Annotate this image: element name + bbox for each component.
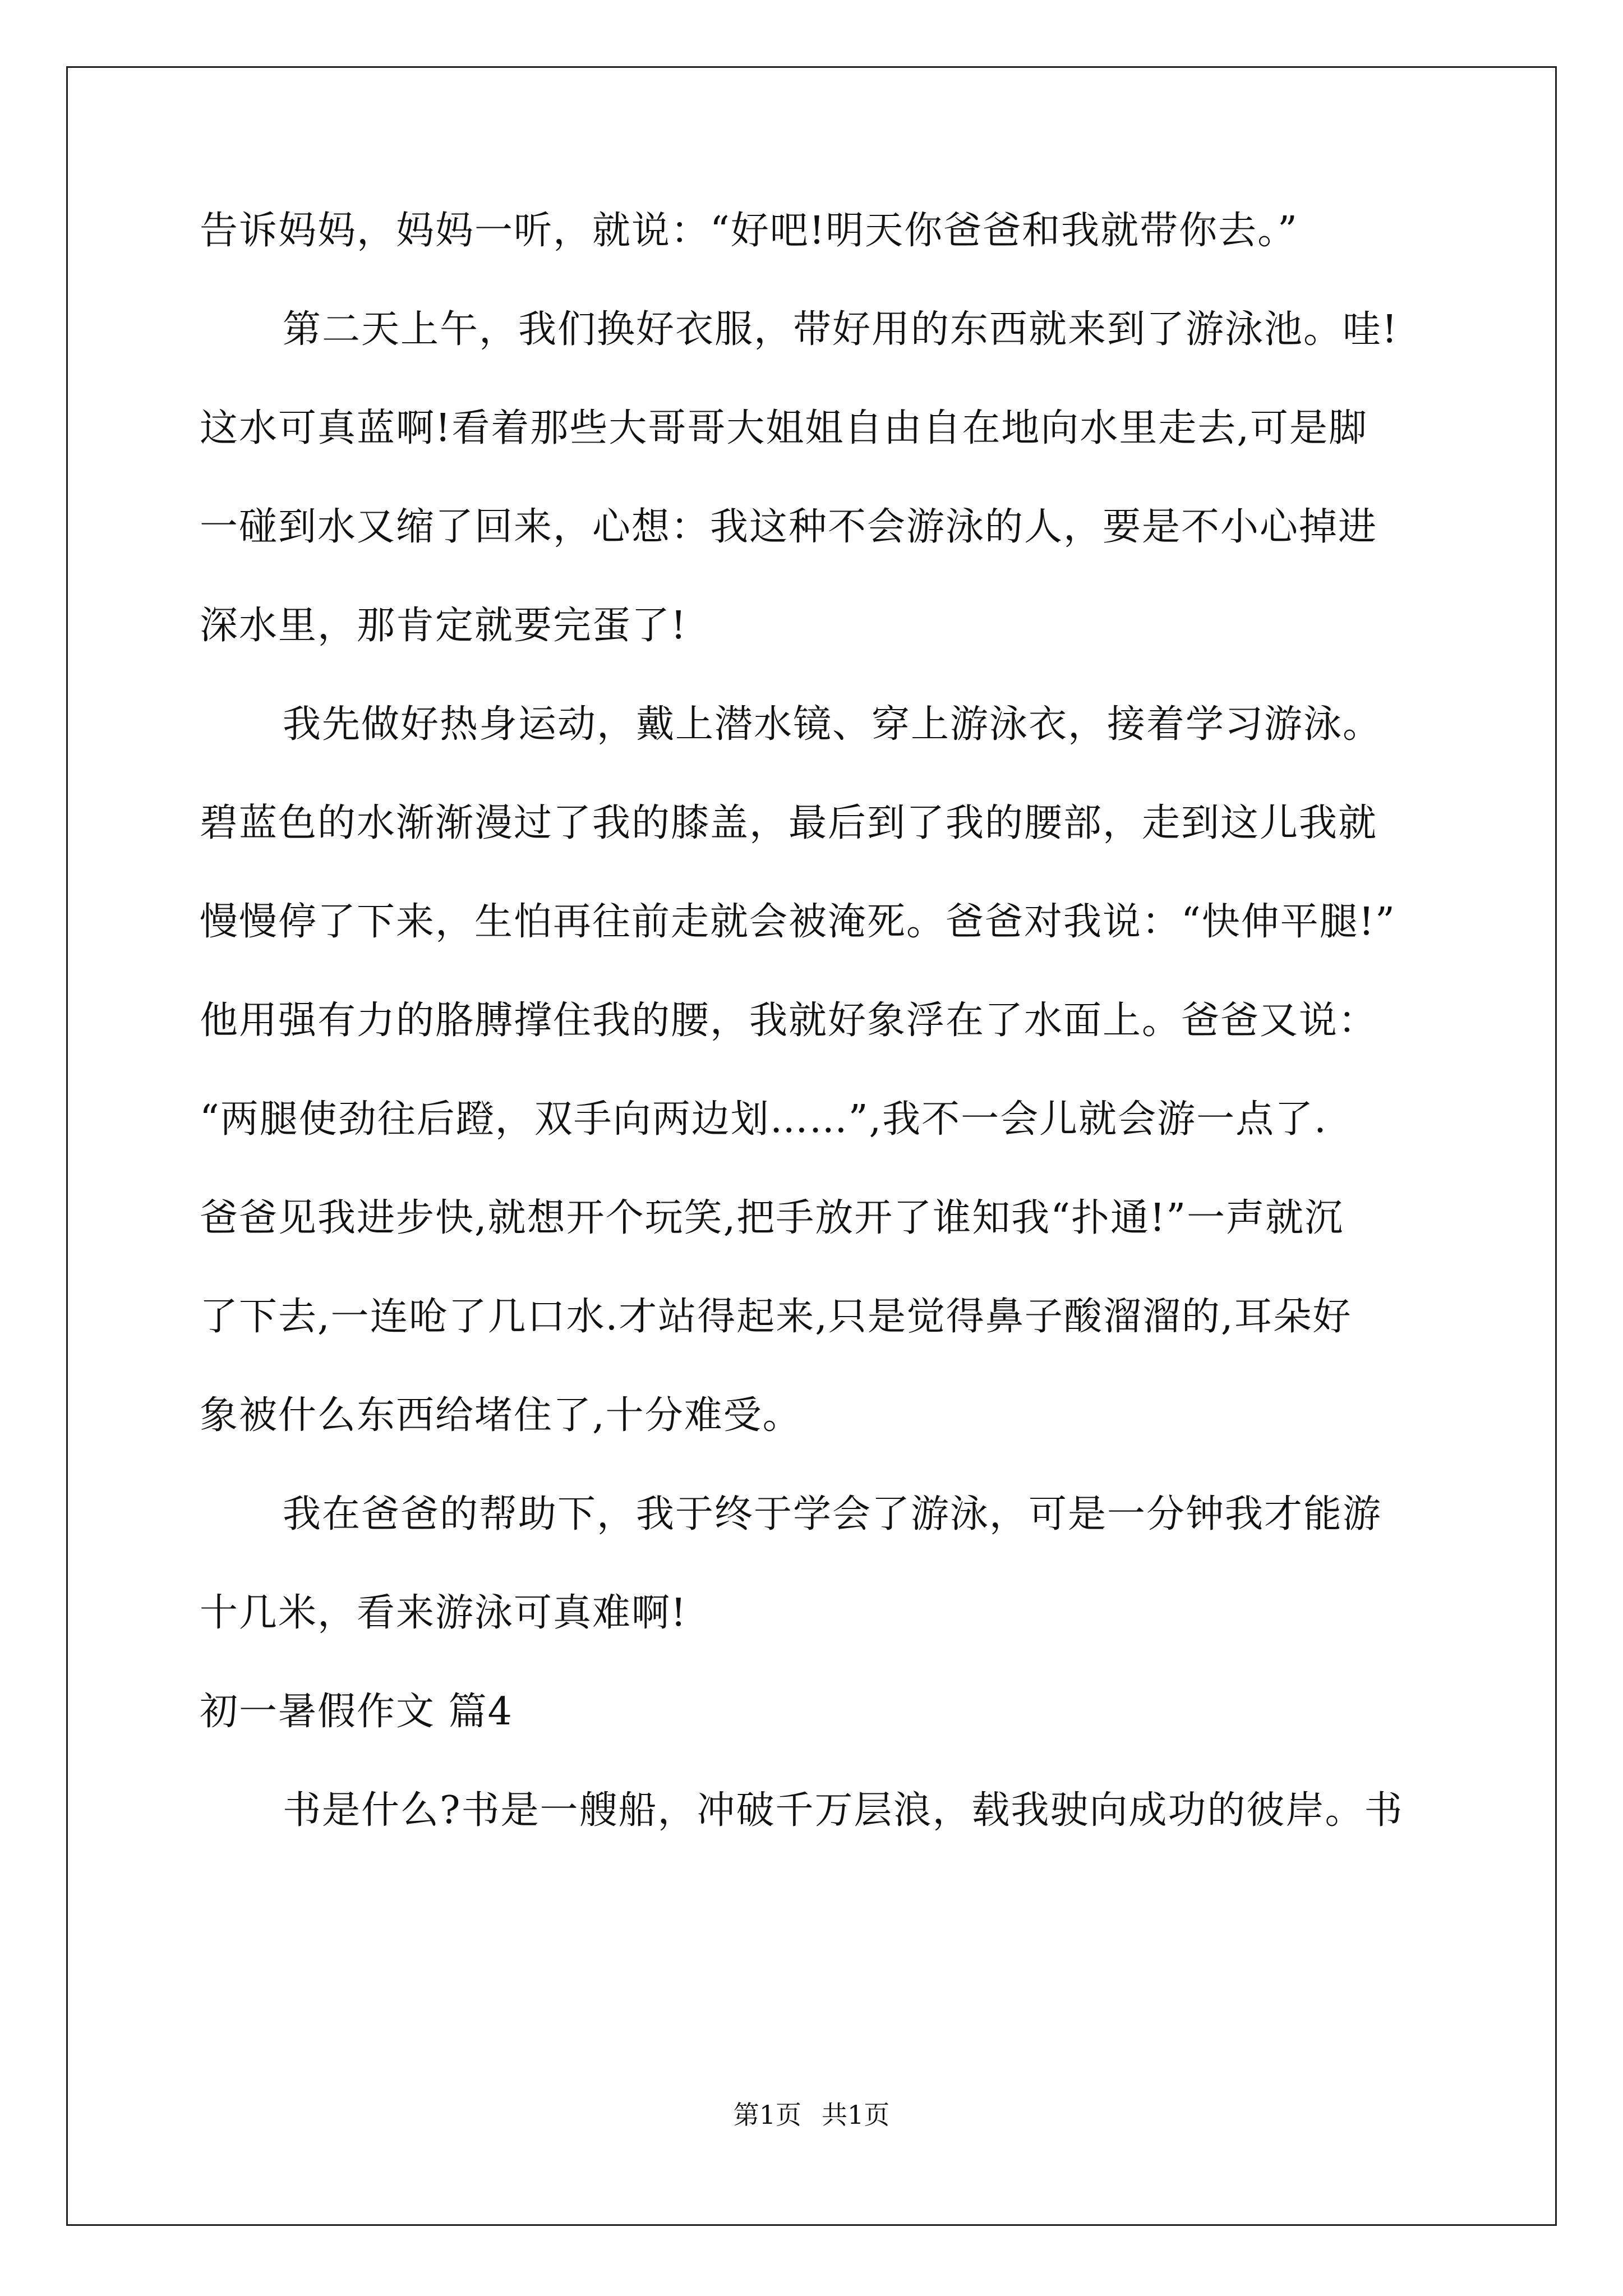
paragraph-line: “两腿使劲往后蹬，双手向两边划……”,我不一会儿就会游一点了. (200, 1097, 1327, 1142)
paragraph-line: 十几米，看来游泳可真难啊! (200, 1591, 688, 1635)
paragraph-line: 碧蓝色的水渐渐漫过了我的膝盖，最后到了我的腰部，走到这儿我就 (200, 801, 1378, 845)
paragraph-line: 了下去,一连呛了几口水.才站得起来,只是觉得鼻子酸溜溜的,耳朵好 (200, 1295, 1352, 1339)
page-number: 第1页 (733, 2100, 801, 2130)
paragraph-line: 一碰到水又缩了回来，心想：我这种不会游泳的人，要是不小心掉进 (200, 505, 1378, 549)
paragraph-line: 书是什么?书是一艘船，冲破千万层浪，载我驶向成功的彼岸。书 (283, 1788, 1404, 1833)
paragraph-line: 我先做好热身运动，戴上潜水镜、穿上游泳衣，接着学习游泳。 (283, 702, 1382, 747)
page-frame (66, 66, 1557, 2226)
page-total: 共1页 (822, 2100, 890, 2130)
paragraph-line: 深水里，那肯定就要完蛋了! (200, 604, 688, 648)
paragraph-line: 爸爸见我进步快,就想开个玩笑,把手放开了谁知我“扑通!”一声就沉 (200, 1196, 1344, 1240)
paragraph-line: 第二天上午，我们换好衣服，带好用的东西就来到了游泳池。哇! (283, 307, 1399, 352)
paragraph-line: 告诉妈妈，妈妈一听，就说：“好吧!明天你爸爸和我就带你去。” (200, 209, 1298, 253)
paragraph-line: 他用强有力的胳膊撑住我的腰，我就好象浮在了水面上。爸爸又说： (200, 999, 1378, 1043)
section-heading: 初一暑假作文 篇4 (200, 1690, 513, 1734)
paragraph-line: 我在爸爸的帮助下，我于终于学会了游泳，可是一分钟我才能游 (283, 1492, 1382, 1536)
page-footer (0, 2098, 1623, 2132)
paragraph-line: 慢慢停了下来，生怕再往前走就会被淹死。爸爸对我说：“快伸平腿!” (200, 900, 1396, 944)
paragraph-line: 这水可真蓝啊!看着那些大哥哥大姐姐自由自在地向水里走去,可是脚 (200, 406, 1368, 450)
paragraph-line: 象被什么东西给堵住了,十分难受。 (200, 1393, 802, 1438)
